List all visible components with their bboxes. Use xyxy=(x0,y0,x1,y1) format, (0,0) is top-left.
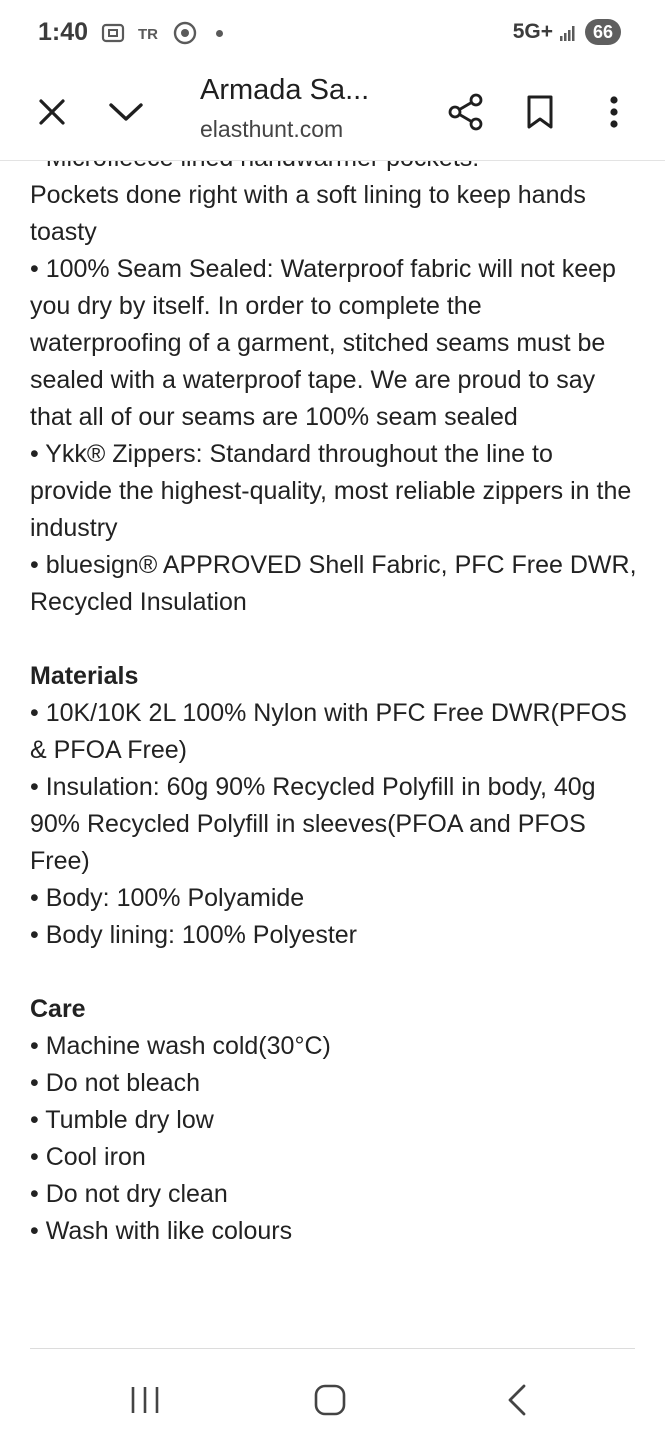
status-time: 1:40 xyxy=(38,18,89,46)
bookmark-button[interactable] xyxy=(514,86,566,138)
network-type: 5G+ xyxy=(512,20,553,43)
bookmark-icon xyxy=(525,94,555,130)
content-divider xyxy=(30,1348,635,1349)
more-vert-icon xyxy=(609,95,619,129)
home-icon xyxy=(313,1383,347,1417)
feature-line: Pockets done right with a soft lining to keep hands toasty xyxy=(30,181,586,246)
notification-icons xyxy=(100,20,223,46)
browser-toolbar xyxy=(0,66,665,161)
signal-icon xyxy=(559,22,579,42)
chrome-icon xyxy=(172,20,198,46)
care-item: • Cool iron xyxy=(30,1143,146,1171)
materials-heading: Materials xyxy=(30,662,139,690)
battery-level: 66 xyxy=(585,19,621,45)
care-item: • Tumble dry low xyxy=(30,1106,214,1134)
chevron-down-icon xyxy=(108,100,144,124)
translate-icon xyxy=(136,20,162,46)
close-icon xyxy=(37,97,67,127)
care-heading: Care xyxy=(30,995,86,1023)
more-notifications-dot xyxy=(216,30,223,37)
page-url[interactable]: elasthunt.com xyxy=(200,116,344,142)
materials-item: • Insulation: 60g 90% Recycled Polyfill in body, 40g 90% Recycled Polyfill in sleeves(PFOA and PFOS Free) xyxy=(30,773,596,875)
status-right xyxy=(513,19,621,45)
care-item: • Machine wash cold(30°C) xyxy=(30,1032,331,1060)
status-bar xyxy=(0,0,665,66)
svg-text:TR: TR xyxy=(138,26,158,43)
care-item: • Wash with like colours xyxy=(30,1217,293,1245)
navigation-bar xyxy=(0,1360,665,1440)
minimize-button[interactable] xyxy=(100,86,152,138)
close-button[interactable] xyxy=(26,86,78,138)
recents-icon xyxy=(129,1385,161,1415)
screenshot-icon xyxy=(100,20,126,46)
feature-line: • bluesign® APPROVED Shell Fabric, PFC Free DWR, Recycled Insulation xyxy=(30,551,637,616)
page-title[interactable]: Armada Sa... xyxy=(200,74,370,106)
more-options-button[interactable] xyxy=(588,86,640,138)
feature-line: • 100% Seam Sealed: Waterproof fabric will not keep you dry by itself. In order to complete the waterproofing of a garment, stitched seams must be sealed with a waterproof tape. We are proud to say that all of our seams are 100% seam sealed xyxy=(30,255,616,431)
share-icon xyxy=(447,93,485,131)
materials-item: • Body lining: 100% Polyester xyxy=(30,921,357,949)
back-button[interactable] xyxy=(487,1378,547,1422)
materials-item: • 10K/10K 2L 100% Nylon with PFC Free DWR(PFOS & PFOA Free) xyxy=(30,699,627,764)
care-item: • Do not bleach xyxy=(30,1069,200,1097)
back-icon xyxy=(505,1383,529,1417)
materials-item: • Body: 100% Polyamide xyxy=(30,884,305,912)
care-item: • Do not dry clean xyxy=(30,1180,228,1208)
product-description xyxy=(30,140,640,1250)
share-button[interactable] xyxy=(440,86,492,138)
home-button[interactable] xyxy=(300,1378,360,1422)
recents-button[interactable] xyxy=(115,1378,175,1422)
feature-line: • Ykk® Zippers: Standard throughout the line to provide the highest-quality, most reliable zippers in the industry xyxy=(30,440,632,542)
